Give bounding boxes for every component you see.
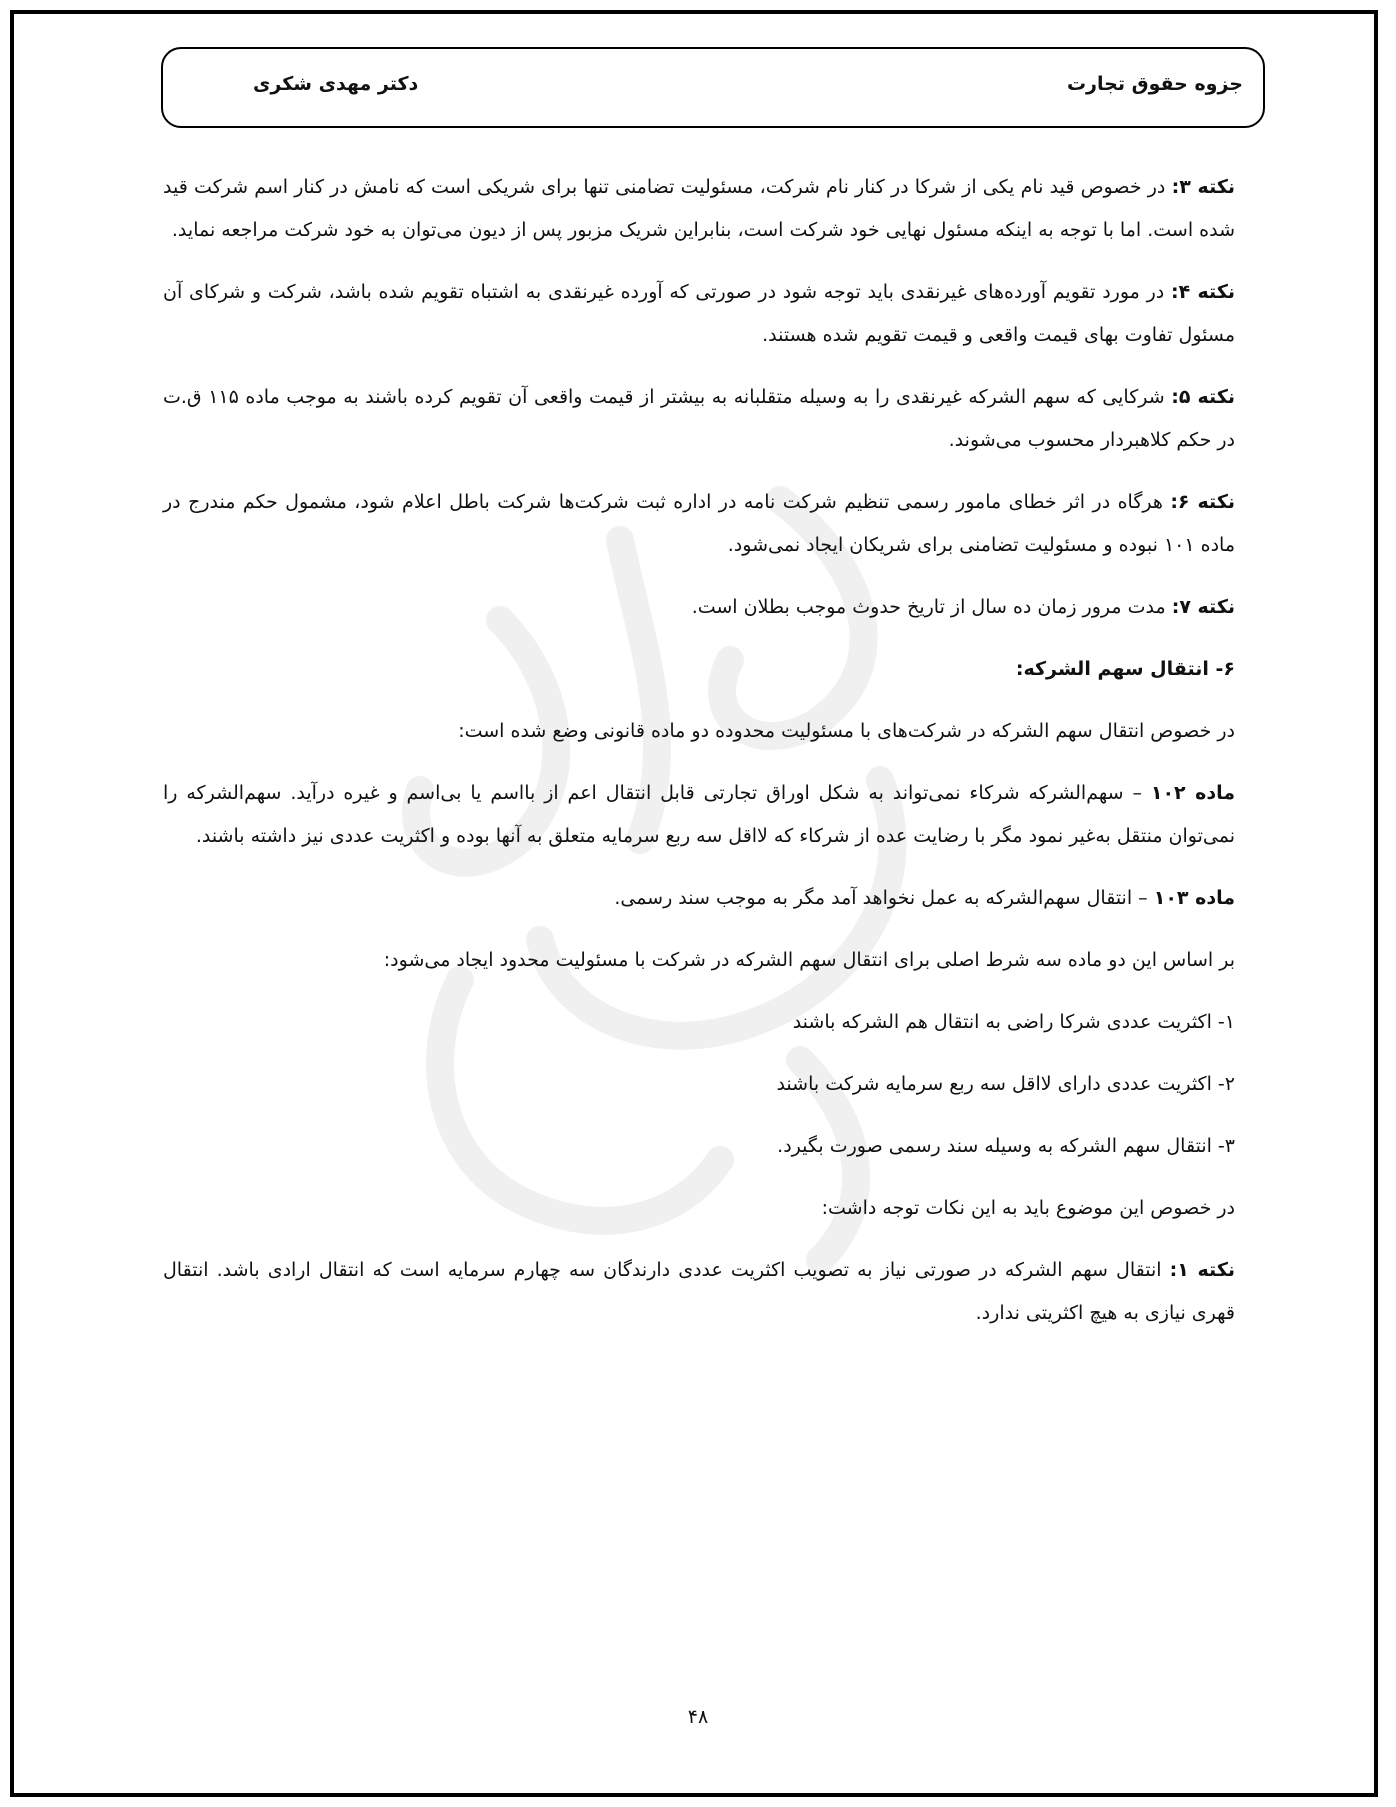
note-label: نکته ۶: — [1170, 491, 1235, 513]
note-paragraph — [163, 271, 1235, 357]
article-text: – سهم‌الشرکه شرکاء نمی‌تواند به شکل اوراق تجارتی قابل انتقال اعم از بااسم یا بی‌اسم و غیره درآید. سهم‌الشرکه را نمی‌توان منتقل به‌غیر نمود مگر با رضایت عده از شرکاء که لااقل سه ربع سرمایه متعلق به آنها بوده و اکثریت عددی نیز داشته باشند. — [163, 782, 1235, 847]
notes-intro: در خصوص این موضوع باید به این نکات توجه داشت: — [821, 1197, 1235, 1219]
note-label: نکته ۷: — [1171, 596, 1235, 618]
section-intro: در خصوص انتقال سهم الشرکه در شرکت‌های با مسئولیت محدوده دو ماده قانونی وضع شده است: — [458, 720, 1235, 742]
note-label: نکته ۱: — [1169, 1259, 1236, 1281]
article-paragraph — [163, 772, 1235, 858]
note-text: انتقال سهم الشرکه در صورتی نیاز به تصویب اکثریت عددی دارندگان سه چهارم سرمایه است که انتقال ارادی باشد. انتقال قهری نیازی به هیچ اکثریتی ندارد. — [163, 1259, 1235, 1324]
section-heading: ۶- انتقال سهم الشرکه: — [1015, 658, 1235, 680]
note-label: نکته ۵: — [1171, 386, 1235, 408]
article-label: ماده ۱۰۳ — [1153, 887, 1235, 909]
article-paragraph — [163, 877, 1235, 920]
page-header — [161, 47, 1265, 128]
article-text: – انتقال سهم‌الشرکه به عمل نخواهد آمد مگر به موجب سند رسمی. — [614, 887, 1154, 909]
booklet-title: جزوه حقوق تجارت — [1066, 73, 1243, 95]
note-label: نکته ۴: — [1170, 281, 1235, 303]
document-body — [163, 166, 1235, 1354]
note-text: مدت مرور زمان ده سال از تاریخ حدوث موجب بطلان است. — [691, 596, 1172, 618]
note-paragraph — [163, 481, 1235, 567]
note-paragraph — [163, 586, 1235, 629]
note-text: در خصوص قید نام یکی از شرکا در کنار نام شرکت، مسئولیت تضامنی تنها برای شریکی است که نامش در کنار اسم شرکت قید شده است. اما با توجه به اینکه مسئول نهایی خود شرکت است، بنابراین شریک مزبور پس از دیون می‌توان به خود شرکت مراجعه نماید. — [163, 176, 1235, 241]
page-number: ۴۸ — [687, 1706, 709, 1728]
note-label: نکته ۳: — [1171, 176, 1236, 198]
condition-item: ۳- انتقال سهم الشرکه به وسیله سند رسمی صورت بگیرد. — [777, 1135, 1235, 1157]
note-text: در مورد تقویم آورده‌های غیرنقدی باید توجه شود در صورتی که آورده غیرنقدی به اشتباه تقویم شده باشد، شرکت و شرکای آن مسئول تفاوت بهای قیمت واقعی و قیمت تقویم شده هستند. — [163, 281, 1235, 346]
note-text: شرکایی که سهم الشرکه غیرنقدی را به وسیله متقلبانه به بیشتر از قیمت واقعی آن تقویم کرده باشند به موجب ماده ۱۱۵ ق.ت در حکم کلاهبردار محسوب می‌شوند. — [163, 386, 1235, 451]
note-text: هرگاه در اثر خطای مامور رسمی تنظیم شرکت نامه در اداره ثبت شرکت‌ها شرکت باطل اعلام شود، مشمول حکم مندرج در ماده ۱۰۱ نبوده و مسئولیت تضامنی برای شریکان ایجاد نمی‌شود. — [163, 491, 1235, 556]
note-paragraph — [163, 1249, 1235, 1335]
condition-item: ۱- اکثریت عددی شرکا راضی به انتقال هم الشرکه باشند — [792, 1011, 1235, 1033]
author-name: دکتر مهدی شکری — [253, 73, 419, 95]
article-label: ماده ۱۰۲ — [1150, 782, 1235, 804]
note-paragraph — [163, 166, 1235, 252]
note-paragraph — [163, 376, 1235, 462]
conditions-intro: بر اساس این دو ماده سه شرط اصلی برای انتقال سهم الشرکه در شرکت با مسئولیت محدود ایجاد می‌شود: — [383, 949, 1235, 971]
condition-item: ۲- اکثریت عددی دارای لااقل سه ربع سرمایه شرکت باشند — [776, 1073, 1235, 1095]
